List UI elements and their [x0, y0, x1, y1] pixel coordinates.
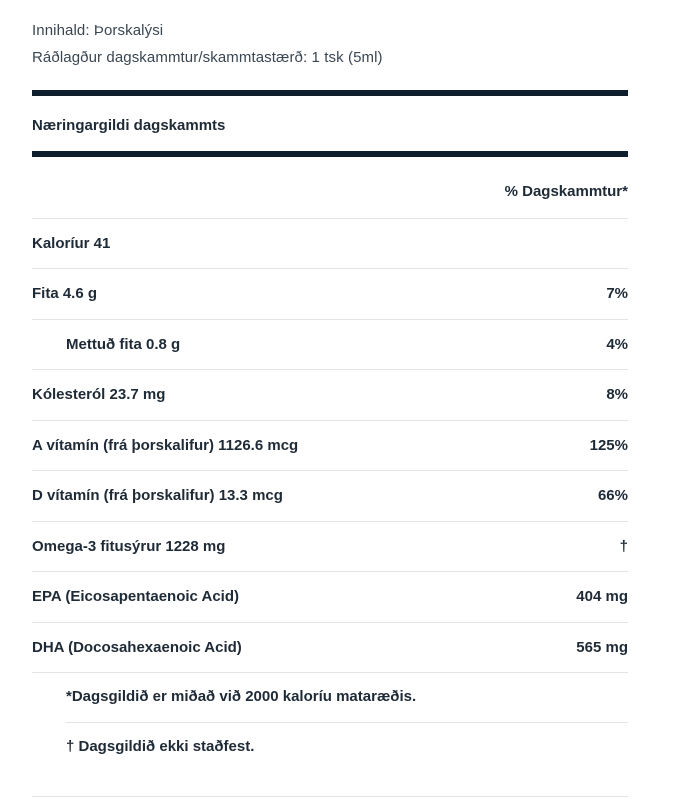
footnote-divider [66, 722, 628, 723]
panel-bottom-divider [32, 796, 628, 797]
nutrient-row-vitamin-d [32, 470, 628, 520]
daily-value-header: % Dagskammtur* [504, 183, 628, 200]
nutrient-daily-value: 66% [597, 487, 628, 504]
nutrient-daily-value: 8% [606, 386, 628, 403]
section-title: Næringargildi dagskammts [32, 117, 226, 134]
footnote-not-established: † Dagsgildið ekki staðfest. [66, 738, 255, 755]
nutrient-label: D vítamín (frá þorskalifur) 13.3 mcg [32, 487, 283, 504]
nutrient-row-cholesterol [32, 369, 628, 419]
nutrient-label: A vítamín (frá þorskalifur) 1126.6 mcg [32, 437, 299, 454]
serving-size-text: Ráðlagður dagskammtur/skammtastærð: 1 tsk (5ml) [32, 49, 383, 66]
nutrient-row-calories [32, 218, 628, 268]
nutrient-label: Fita 4.6 g [32, 285, 98, 302]
nutrient-row-dha [32, 622, 628, 672]
nutrient-daily-value: † [619, 538, 628, 555]
nutrient-daily-value: 7% [606, 285, 628, 302]
nutrient-row-omega-3 [32, 521, 628, 571]
nutrient-label: Omega-3 fitusýrur 1228 mg [32, 538, 226, 555]
nutrient-label: DHA (Docosahexaenoic Acid) [32, 639, 242, 656]
thick-divider-top [32, 90, 628, 96]
nutrient-row-saturated-fat [32, 319, 628, 369]
nutrient-label: EPA (Eicosapentaenoic Acid) [32, 588, 239, 605]
footnote-divider [32, 672, 628, 673]
nutrient-label: Kólesteról 23.7 mg [32, 386, 166, 403]
nutrient-amount: 565 mg [576, 639, 628, 656]
nutrient-label: Mettuð fita 0.8 g [66, 336, 181, 353]
thick-divider-bottom [32, 151, 628, 157]
nutrient-row-fat [32, 268, 628, 318]
nutrient-row-vitamin-a [32, 420, 628, 470]
nutrient-label: Kaloríur 41 [32, 235, 111, 252]
nutrient-daily-value: 4% [606, 336, 628, 353]
nutrient-amount: 404 mg [576, 588, 628, 605]
nutrient-daily-value: 125% [589, 437, 628, 454]
nutrient-row-epa [32, 571, 628, 621]
footnote-daily-value: *Dagsgildið er miðað við 2000 kaloríu mataræðis. [66, 688, 417, 705]
ingredients-text: Innihald: Þorskalýsi [32, 22, 164, 39]
